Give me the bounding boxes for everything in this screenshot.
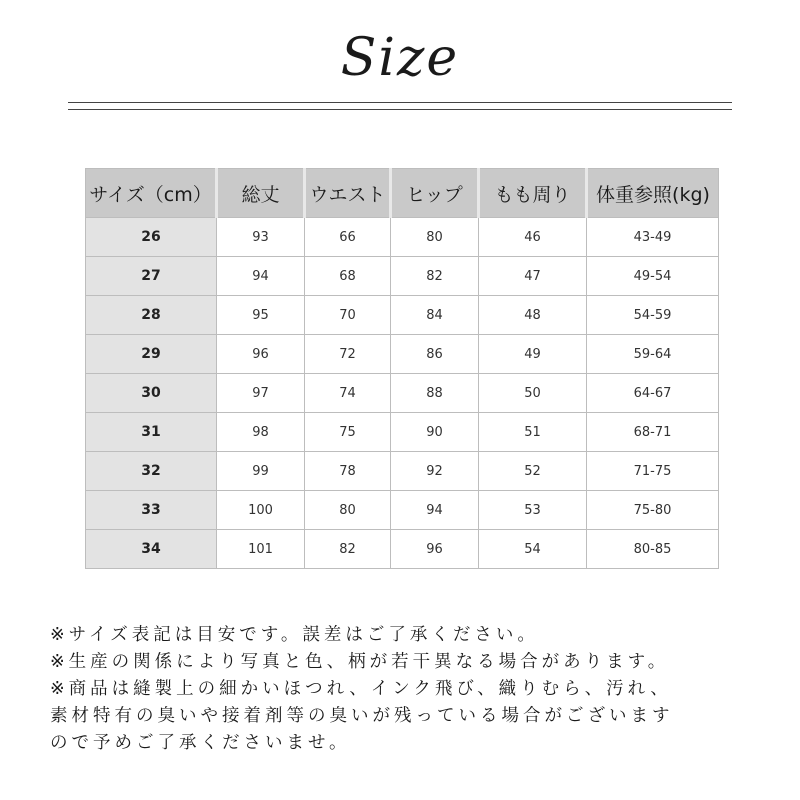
note-line: ので予めご了承くださいませ。 [50, 733, 351, 753]
table-row [86, 491, 719, 530]
notes-list [50, 622, 780, 757]
thigh-cell: 51 [479, 413, 587, 452]
total-length-cell: 101 [217, 530, 305, 569]
page-title: Size [340, 28, 460, 88]
hip-cell: 88 [391, 374, 479, 413]
hip-cell: 86 [391, 335, 479, 374]
note-line: ※サイズ表記は目安です。誤差はご了承ください。 [50, 625, 539, 645]
title-divider-bottom [68, 109, 732, 110]
weight-cell: 71-75 [587, 452, 719, 491]
weight-cell: 54-59 [587, 296, 719, 335]
total-length-cell: 100 [217, 491, 305, 530]
header-weight-reference: 体重参照(kg) [587, 169, 719, 218]
waist-cell: 70 [305, 296, 391, 335]
total-length-cell: 99 [217, 452, 305, 491]
table-row [86, 374, 719, 413]
table-row [86, 452, 719, 491]
total-length-cell: 97 [217, 374, 305, 413]
size-cell: 26 [86, 218, 217, 257]
header-hip: ヒップ [391, 169, 479, 218]
waist-cell: 80 [305, 491, 391, 530]
table-row [86, 335, 719, 374]
size-cell: 30 [86, 374, 217, 413]
size-cell: 34 [86, 530, 217, 569]
note-line: 素材特有の臭いや接着剤等の臭いが残っている場合がございます [50, 706, 674, 726]
waist-cell: 68 [305, 257, 391, 296]
waist-cell: 82 [305, 530, 391, 569]
total-length-cell: 93 [217, 218, 305, 257]
table-row [86, 218, 719, 257]
weight-cell: 68-71 [587, 413, 719, 452]
header-waist: ウエスト [305, 169, 391, 218]
weight-cell: 49-54 [587, 257, 719, 296]
thigh-cell: 48 [479, 296, 587, 335]
thigh-cell: 49 [479, 335, 587, 374]
note-line: ※生産の関係により写真と色、柄が若干異なる場合があります。 [50, 652, 670, 672]
weight-cell: 59-64 [587, 335, 719, 374]
table-row [86, 296, 719, 335]
total-length-cell: 94 [217, 257, 305, 296]
hip-cell: 90 [391, 413, 479, 452]
table-row [86, 413, 719, 452]
thigh-cell: 50 [479, 374, 587, 413]
thigh-cell: 46 [479, 218, 587, 257]
waist-cell: 78 [305, 452, 391, 491]
total-length-cell: 96 [217, 335, 305, 374]
table-header-row [86, 169, 719, 218]
thigh-cell: 54 [479, 530, 587, 569]
size-cell: 27 [86, 257, 217, 296]
note-line: ※商品は縫製上の細かいほつれ、インク飛び、織りむら、汚れ、 [50, 679, 672, 699]
total-length-cell: 95 [217, 296, 305, 335]
waist-cell: 75 [305, 413, 391, 452]
table-row [86, 530, 719, 569]
size-cell: 33 [86, 491, 217, 530]
thigh-cell: 47 [479, 257, 587, 296]
thigh-cell: 53 [479, 491, 587, 530]
total-length-cell: 98 [217, 413, 305, 452]
hip-cell: 82 [391, 257, 479, 296]
waist-cell: 74 [305, 374, 391, 413]
weight-cell: 80-85 [587, 530, 719, 569]
waist-cell: 72 [305, 335, 391, 374]
waist-cell: 66 [305, 218, 391, 257]
hip-cell: 84 [391, 296, 479, 335]
thigh-cell: 52 [479, 452, 587, 491]
size-cell: 32 [86, 452, 217, 491]
weight-cell: 64-67 [587, 374, 719, 413]
weight-cell: 43-49 [587, 218, 719, 257]
title-divider-top [68, 102, 732, 103]
header-thigh: もも周り [479, 169, 587, 218]
size-cell: 31 [86, 413, 217, 452]
hip-cell: 80 [391, 218, 479, 257]
hip-cell: 94 [391, 491, 479, 530]
size-cell: 28 [86, 296, 217, 335]
hip-cell: 92 [391, 452, 479, 491]
size-cell: 29 [86, 335, 217, 374]
header-size: サイズ（cm） [86, 169, 217, 218]
table-row [86, 257, 719, 296]
weight-cell: 75-80 [587, 491, 719, 530]
size-chart-table [85, 168, 719, 569]
header-total-length: 総丈 [217, 169, 305, 218]
hip-cell: 96 [391, 530, 479, 569]
